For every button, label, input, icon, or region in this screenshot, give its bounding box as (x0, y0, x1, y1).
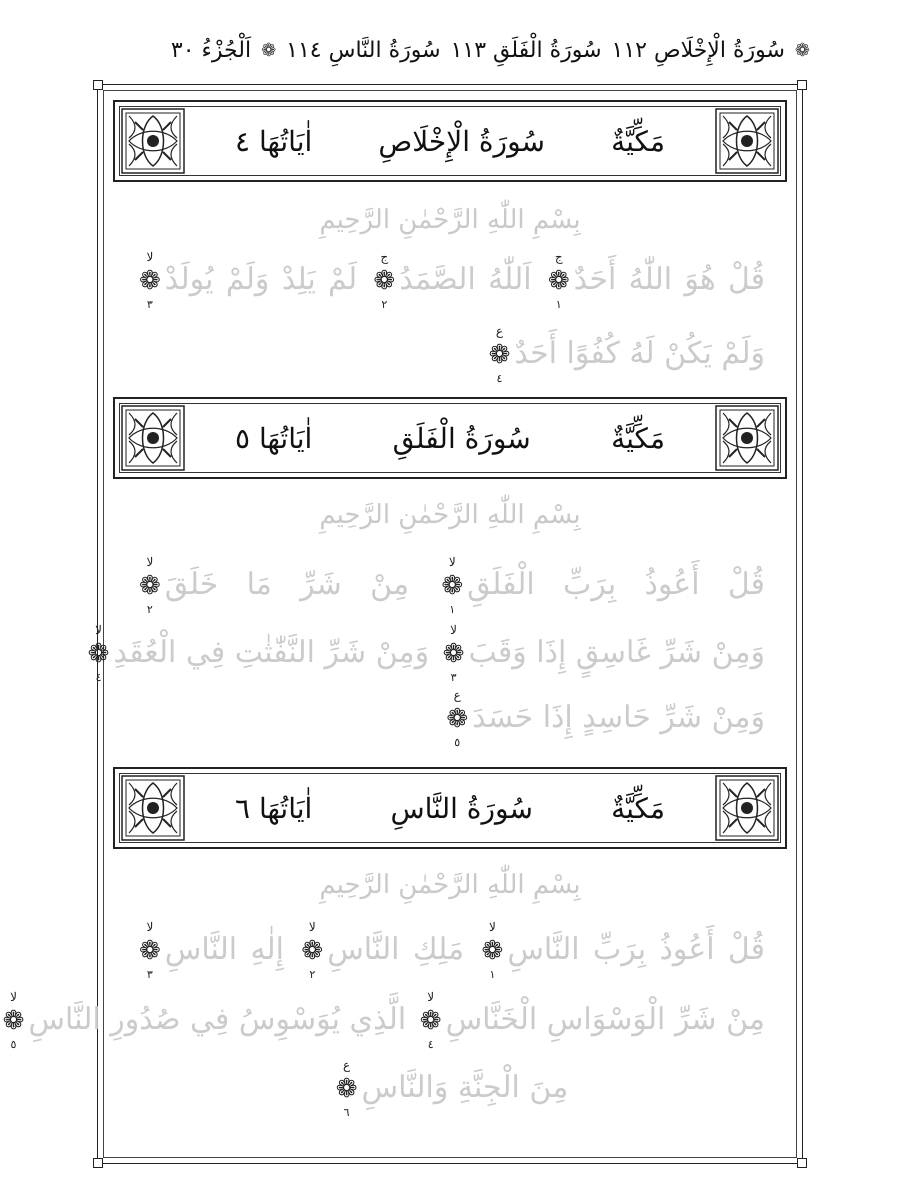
arabesque-ornament-icon (121, 775, 185, 841)
verse-line: قُلْ هُوَ اللّٰهُ أَحَدٌ❁ ج ١ اَللّٰهُ الصَّمَدُ❁ ج ٢ لَمْ يَلِدْ وَلَمْ يُولَدْ❁ لا ٣ (139, 250, 766, 311)
surah-ayat-count: اٰيَاتُهَا ٦ (235, 791, 313, 825)
verse-line: وَمِنْ شَرِّ حَاسِدٍ إِذَا حَسَدَ❁ ع ٥ (446, 688, 765, 749)
ayah-marker-icon: ❁ لا ١ (481, 920, 504, 981)
basmala: بِسْمِ اللّٰهِ الرَّحْمٰنِ الرَّحِيمِ (319, 500, 581, 530)
surah-name: سُورَةُ الْفَلَقِ (392, 421, 531, 455)
header-surah-falaq: سُورَةُ الْفَلَقِ ١١٣ (450, 37, 602, 63)
ayah-marker-icon: ❁ لا ٣ (139, 250, 161, 311)
ayah-marker-icon: ❁ لا ٣ (139, 920, 161, 981)
surah-title-falaq (113, 397, 787, 479)
arabesque-ornament-icon (715, 405, 779, 471)
frame-corner (93, 1158, 103, 1168)
surah-ayat-count: اٰيَاتُهَا ٥ (235, 421, 313, 455)
ayah-marker-icon: ❁ لا ١ (441, 555, 464, 616)
verse-line: مِنَ الْجِنَّةِ وَالنَّاسِ❁ ع ٦ (335, 1058, 569, 1119)
surah-type: مَكِّيَّةٌ (611, 124, 665, 158)
verse-line: قُلْ أَعُوذُ بِرَبِّ النَّاسِ❁ لا ١ مَلِكِ النَّاسِ❁ لا ٢ إِلٰهِ النَّاسِ❁ لا ٣ (139, 920, 765, 981)
page-header (90, 32, 810, 68)
arabesque-ornament-icon (121, 108, 185, 174)
verse-line: وَلَمْ يَكُنْ لَهُ كُفُوًا أَحَدٌ❁ ع ٤ (488, 324, 765, 385)
ayah-marker-icon: ❁ لا ٢ (139, 555, 161, 616)
surah-type: مَكِّيَّةٌ (611, 791, 665, 825)
surah-type: مَكِّيَّةٌ (611, 421, 665, 455)
ornament-icon: ❁ (794, 39, 810, 61)
ayah-marker-icon: ❁ لا ٢ (301, 920, 324, 981)
basmala: بِسْمِ اللّٰهِ الرَّحْمٰنِ الرَّحِيمِ (319, 205, 581, 235)
frame-corner (797, 80, 807, 90)
ayah-marker-icon: ❁ لا ٤ (87, 623, 110, 684)
ayah-marker-icon: ❁ ع ٥ (446, 688, 469, 749)
surah-title-ikhlas (113, 100, 787, 182)
ayah-marker-icon: ❁ لا ٥ (2, 990, 25, 1051)
header-surah-ikhlas: سُورَةُ الْإِخْلَاصِ ١١٢ (611, 37, 785, 63)
header-juz: اَلْجُزْءُ ٣٠ (170, 37, 252, 63)
ornament-icon: ❁ (261, 39, 277, 61)
surah-title-nas (113, 767, 787, 849)
surah-ayat-count: اٰيَاتُهَا ٤ (235, 124, 313, 158)
ayah-marker-icon: ❁ لا ٣ (442, 623, 465, 684)
arabesque-ornament-icon (715, 108, 779, 174)
verse-line: قُلْ أَعُوذُ بِرَبِّ الْفَلَقِ❁ لا ١ مِنْ شَرِّ مَا خَلَقَ❁ لا ٢ (139, 555, 765, 616)
frame-corner (93, 80, 103, 90)
frame-corner (797, 1158, 807, 1168)
verse-line: مِنْ شَرِّ الْوَسْوَاسِ الْخَنَّاسِ❁ لا ٤ الَّذِي يُوَسْوِسُ فِي صُدُورِ النَّاسِ❁ لا ٥ (2, 990, 765, 1051)
arabesque-ornament-icon (121, 405, 185, 471)
surah-name: سُورَةُ النَّاسِ (390, 791, 533, 825)
header-surah-nas: سُورَةُ النَّاسِ ١١٤ (286, 37, 441, 63)
ayah-marker-icon: ❁ ع ٤ (488, 324, 511, 385)
basmala: بِسْمِ اللّٰهِ الرَّحْمٰنِ الرَّحِيمِ (319, 870, 581, 900)
arabesque-ornament-icon (715, 775, 779, 841)
surah-name: سُورَةُ الْإِخْلَاصِ (378, 124, 545, 158)
ayah-marker-icon: ❁ ج ٢ (373, 250, 396, 311)
ayah-marker-icon: ❁ ج ١ (547, 250, 570, 311)
verse-line: وَمِنْ شَرِّ غَاسِقٍ إِذَا وَقَبَ❁ لا ٣ وَمِنْ شَرِّ النَّفّٰثٰتِ فِي الْعُقَدِ❁ لا ٤ (87, 623, 765, 684)
ayah-marker-icon: ❁ لا ٤ (419, 990, 442, 1051)
ayah-marker-icon: ❁ ع ٦ (335, 1058, 358, 1119)
